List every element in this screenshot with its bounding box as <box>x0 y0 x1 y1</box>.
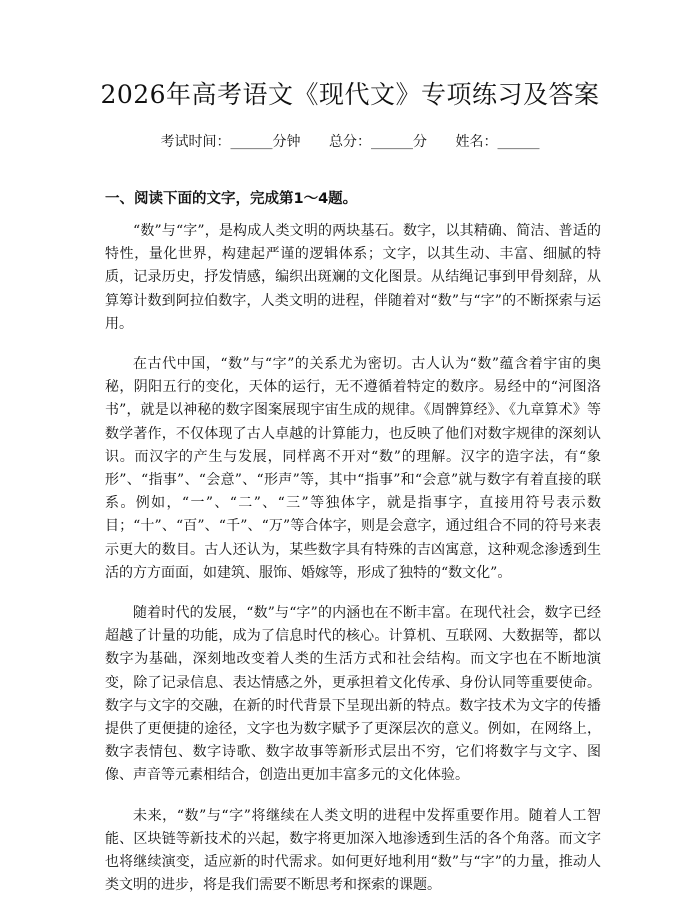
passage-paragraph: 未来，“数”与“字”将继续在人类文明的进程中发挥重要作用。随着人工智能、区块链等新技术的兴起，数字将更加深入地渗透到生活的各个角落。而文字也将继续演变，适应新的时代需求。如何更好地利用“数”与“字”的力量，推动人类文明的进步，将是我们需要不断思考和探索的课题。 <box>105 807 601 894</box>
passage-paragraph: 在古代中国，“数”与“字”的关系尤为密切。古人认为“数”蕴含着宇宙的奥秘，阴阳五行的变化，天体的运行，无不遵循着特定的数序。易经中的“河图洛书”，就是以神秘的数字图案展现宇宙生成的规律。《周髀算经》、《九章算术》等数学著作，不仅体现了古人卓越的计算能力，也反映了他们对数字规律的深刻认识。而汉字的产生与发展，同样离不开对“数”的理解。汉字的造字法，有“象形”、“指事”、“会意”、“形声”等，其中“指事”和“会意”就与数字有着直接的联系。例如，“一”、“二”、“三”等独体字，就是指事字，直接用符号表示数目；“十”、“百”、“千”、“万”等合体字，则是会意字，通过组合不同的符号来表示更大的数目。古人还认为，某些数字具有特殊的吉凶寓意，这种观念渗透到生活的方方面面，如建筑、服饰、婚嫁等，形成了独特的“数文化”。 <box>105 356 601 581</box>
page-title: 2026年高考语文《现代文》专项练习及答案 <box>100 80 600 109</box>
exam-time-field: 考试时间：______分钟 <box>160 134 301 150</box>
exam-meta <box>0 132 700 152</box>
passage-paragraph: “数”与“字”，是构成人类文明的两块基石。数字，以其精确、简洁、普适的特性，量化世界，构建起严谨的逻辑体系；文字，以其生动、丰富、细腻的特质，记录历史，抒发情感，编织出斑斓的文化图景。从结绳记事到甲骨刻辞，从算筹计数到阿拉伯数字，人类文明的进程，伴随着对“数”与“字”的不断探索与运用。 <box>105 223 601 332</box>
reading-passage <box>105 220 601 914</box>
name-field: 姓名：______ <box>455 134 540 150</box>
section-heading: 一、阅读下面的文字，完成第1～4题。 <box>105 191 358 207</box>
passage-paragraph: 随着时代的发展，“数”与“字”的内涵也在不断丰富。在现代社会，数字已经超越了计量的功能，成为了信息时代的核心。计算机、互联网、大数据等，都以数字为基础，深刻地改变着人类的生活方式和社会结构。而文字也在不断地演变，除了记录信息、表达情感之外，更承担着文化传承、身份认同等重要使命。数字与文字的交融，在新的时代背景下呈现出新的特点。数字技术为文字的传播提供了更便捷的途径，文字也为数字赋予了更深层次的意义。例如，在网络上，数字表情包、数字诗歌、数字故事等新形式层出不穷，它们将数字与文字、图像、声音等元素相结合，创造出更加丰富多元的文化体验。 <box>105 605 601 784</box>
total-score-field: 总分：______分 <box>329 134 427 150</box>
